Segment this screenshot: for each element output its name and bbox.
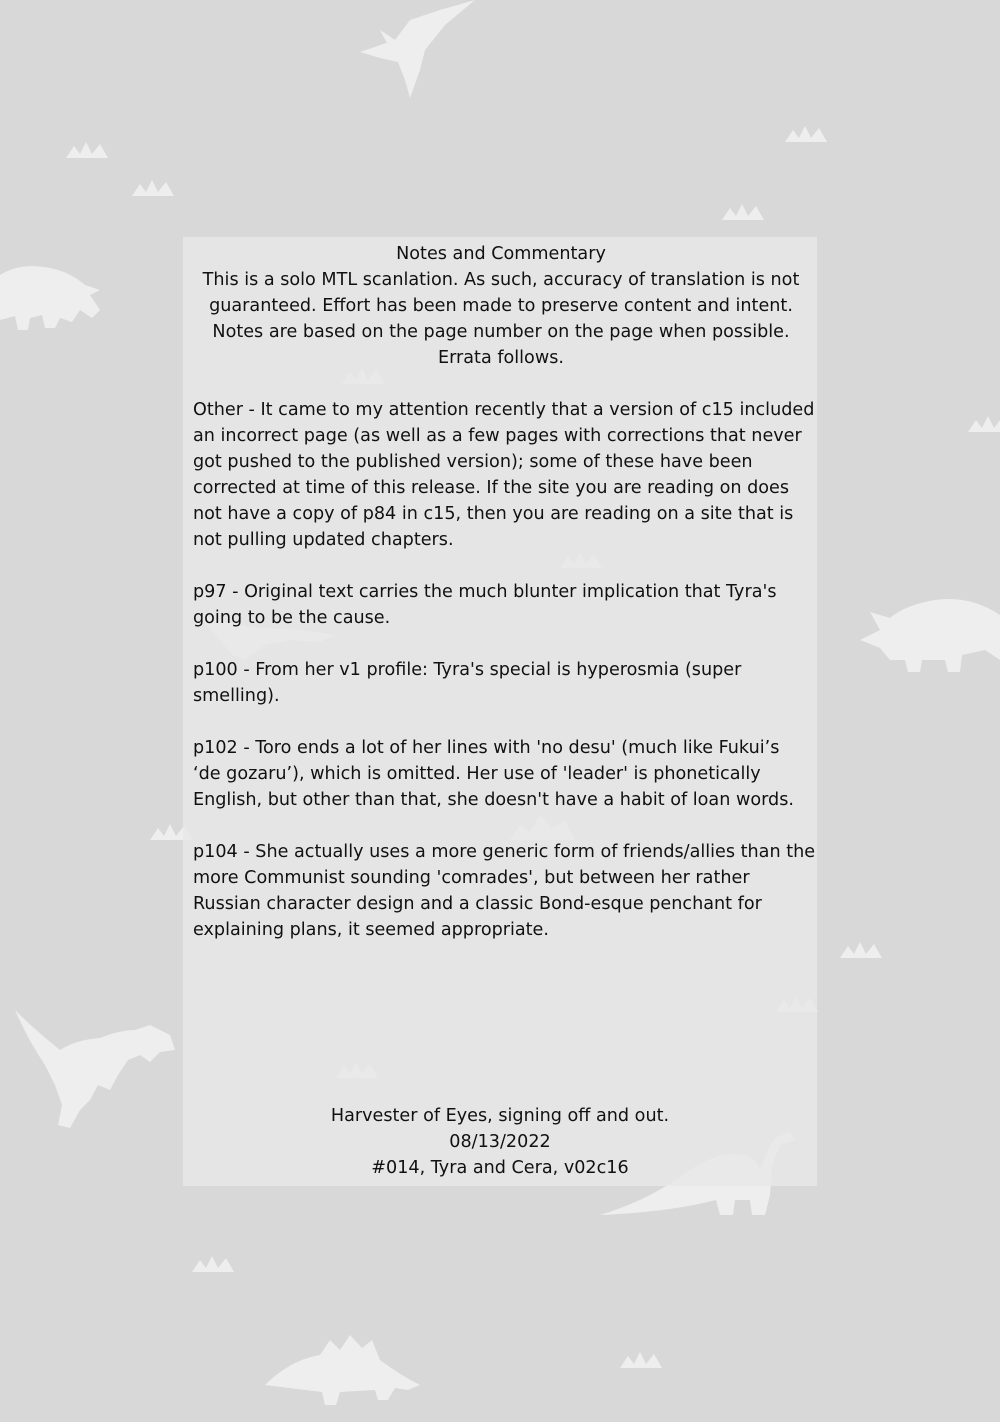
note-p102 bbox=[193, 735, 817, 813]
note-line: ‘de gozaru’), which is omitted. Her use of 'leader' is phonetically bbox=[193, 764, 761, 784]
note-line: p100 - From her v1 profile: Tyra's special is hyperosmia (super bbox=[193, 660, 742, 680]
note-line: English, but other than that, she doesn't have a habit of loan words. bbox=[193, 790, 794, 810]
stegosaurus-silhouette bbox=[265, 1335, 420, 1405]
intro-line: This is a solo MTL scanlation. As such, accuracy of translation is not bbox=[202, 270, 800, 290]
note-line: not pulling updated chapters. bbox=[193, 530, 454, 550]
note-line: an incorrect page (as well as a few pages with corrections that never bbox=[193, 426, 802, 446]
intro-line: Errata follows. bbox=[438, 348, 564, 368]
note-line: more Communist sounding 'comrades', but between her rather bbox=[193, 868, 750, 888]
note-line: p97 - Original text carries the much blunter implication that Tyra's bbox=[193, 582, 777, 602]
signoff-date: 08/13/2022 bbox=[449, 1132, 551, 1152]
signoff-release: #014, Tyra and Cera, v02c16 bbox=[371, 1158, 629, 1178]
triceratops-silhouette bbox=[860, 599, 1000, 672]
note-line: got pushed to the published version); some of these have been bbox=[193, 452, 753, 472]
note-line: p104 - She actually uses a more generic form of friends/allies than the bbox=[193, 842, 816, 862]
note-p100 bbox=[193, 657, 817, 709]
signoff-block bbox=[183, 1103, 817, 1181]
pterosaur-silhouette bbox=[360, 0, 475, 98]
note-p97 bbox=[193, 579, 817, 631]
triceratops-silhouette bbox=[0, 266, 100, 330]
note-p104 bbox=[193, 839, 817, 943]
note-line: corrected at time of this release. If the site you are reading on does bbox=[193, 478, 790, 498]
note-line: Other - It came to my attention recently that a version of c15 included bbox=[193, 400, 815, 420]
page-title: Notes and Commentary bbox=[396, 244, 606, 264]
note-line: going to be the cause. bbox=[193, 608, 391, 628]
signoff-line: Harvester of Eyes, signing off and out. bbox=[330, 1106, 670, 1126]
notes-panel bbox=[183, 237, 817, 1186]
trex-silhouette bbox=[15, 1010, 175, 1128]
intro-block bbox=[193, 241, 809, 371]
note-line: Russian character design and a classic Bond-esque penchant for bbox=[193, 894, 762, 914]
note-line: p102 - Toro ends a lot of her lines with 'no desu' (much like Fukui’s bbox=[193, 738, 780, 758]
intro-line: guaranteed. Effort has been made to preserve content and intent. bbox=[209, 296, 793, 316]
note-line: not have a copy of p84 in c15, then you are reading on a site that is bbox=[193, 504, 794, 524]
note-other bbox=[193, 397, 817, 553]
note-line: smelling). bbox=[193, 686, 280, 706]
intro-line: Notes are based on the page number on the page when possible. bbox=[212, 322, 790, 342]
note-line: explaining plans, it seemed appropriate. bbox=[193, 920, 549, 940]
